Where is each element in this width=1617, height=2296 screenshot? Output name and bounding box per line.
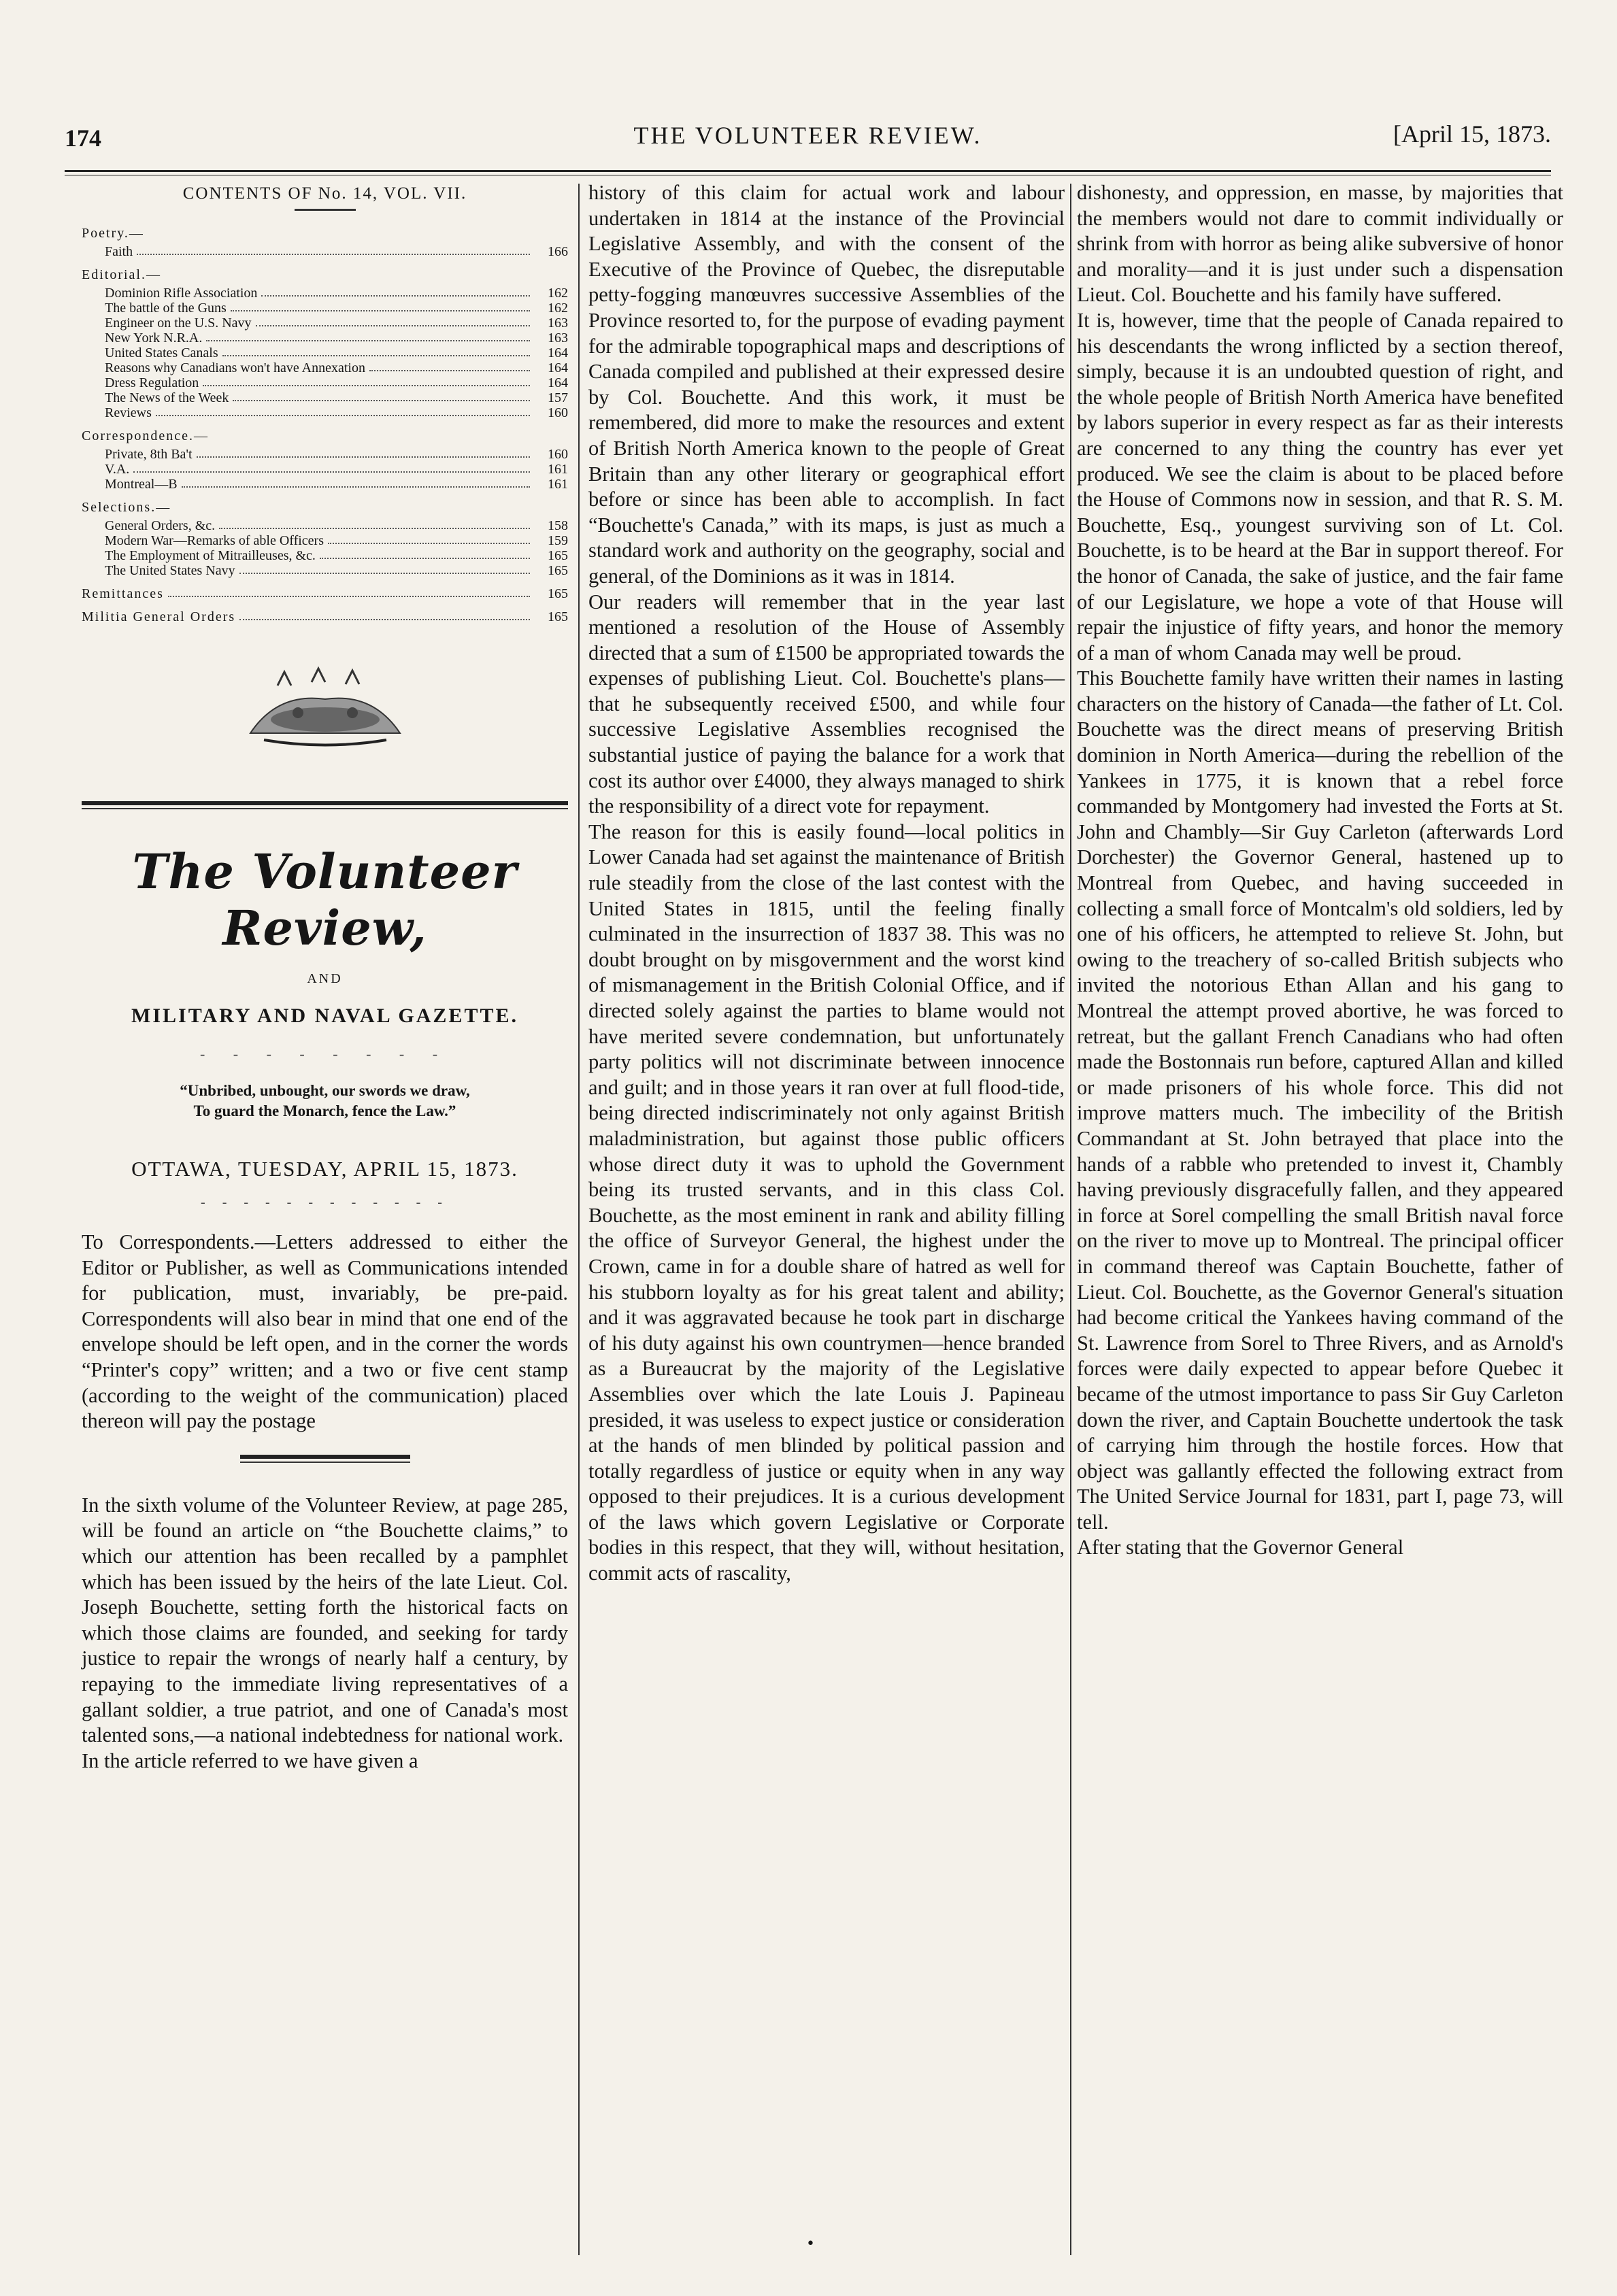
contents-entry (105, 533, 568, 548)
contents-entry-title: New York N.R.A. (105, 331, 203, 345)
contents-leader-dots (320, 548, 530, 559)
contents-entry (105, 477, 568, 492)
masthead-dashes: - - - - - - - - (199, 1045, 450, 1062)
contents-entry-page: 162 (548, 286, 568, 301)
contents-entry (105, 331, 568, 345)
contents-entry (105, 316, 568, 331)
contents-entry (105, 563, 568, 578)
ornament-illustration (237, 665, 414, 754)
contents-entry-page: 164 (548, 360, 568, 375)
masthead-dateline: OTTAWA, TUESDAY, APRIL 15, 1873. (131, 1157, 518, 1181)
running-title: THE VOLUNTEER REVIEW. (633, 122, 982, 149)
contents-leader-dots (261, 286, 530, 297)
masthead-subtitle: MILITARY AND NAVAL GAZETTE. (131, 1004, 518, 1027)
contents-entry-page: 163 (548, 316, 568, 331)
contents-leader-dots (206, 331, 530, 341)
contents-entry-page: 165 (548, 548, 568, 563)
contents-leader-dots (156, 405, 530, 416)
contents-entry-page: 165 (548, 563, 568, 578)
column-3 (1077, 180, 1563, 1561)
contents-entry (105, 462, 568, 477)
contents-entry-title: General Orders, &c. (105, 518, 216, 533)
stray-mark: • (806, 2235, 815, 2252)
contents-entry-title: Remittances (82, 586, 164, 601)
contents-leader-dots (222, 345, 530, 356)
contents-leader-dots (133, 462, 530, 473)
masthead-motto: “Unbribed, unbought, our swords we draw, To guard the Monarch, fence the Law.” (180, 1082, 470, 1119)
article-text-col2: history of this claim for actual work and labour undertaken in 1814 at the instance of the Provincial Legislative Assembly, and with the consent of the Executive of the Province of Quebec, the disreputable petty-fogging manœuvres successive Assemblies of the Province resorted to, for the purpose of evading payment for the admirable topographical maps and descriptions of Canada compiled and published at their expressed desire by Col. Bouchette. And this work, it must be remembered, did more to make the resources and extent of British North America known to the people of Great Britain than any other literary or geographical effort before or since has been able to accomplish. In fact “Bouchette's Canada,” with its maps, is just as much a standard work and authority on the geography, social and general, of the Dominions as it was in 1814. Our readers will remember that in the year last mentioned a resolution of the House of Assembly directed that a sum of £1500 be appropriated towards the expenses of publishing Lieut. Col. Bouchette's plans—that he subsequently received £500, and while four successive Legislative Assemblies recognised the substantial justice of paying the balance for a work that cost its author over £4000, they always managed to shirk the responsibility of a direct vote for repayment. The reason for this is easily found—local politics in Lower Canada had set against the maintenance of British rule steadily from the close of the last contest with the United States in 1815, until the feeling finally culminated in the insurrection of 1837 38. This was no doubt brought on by misgovernment and the worst kind of mismanagement in the British Colonial Office, and if directed solely against the parties to blame would not have merited severe condemnation, but unfortunately party politics will not discriminate between innocence and guilt; and in those years it ran over at full flood-tide, being directed indiscriminately not only against British maladministration, but against those public officers whose direct duty it was to uphold the Government being its trusted servants, and in this class Col. Bouchette, as the most eminent in rank and ability filling the office of Surveyor General, the highest under the Crown, came in for a double share of hatred as well for his stubborn loyalty as for his great talent and ability; and it was aggravated because he took part in discharge of his duty against his own countrymen—hence branded as a Bureaucrat by the majority of the Legislative Assemblies over which the late Louis J. Papineau presided, it was useless to expect justice or consideration at the hands of men blinded by political passion and totally regardless of justice or equity when in any way opposed to their prejudices. It is a curious development of the laws which govern Legislative or Corporate bodies in this respect, that they will, without hesitation, commit acts of rascality, (588, 181, 1065, 1585)
contents-leader-dots (239, 609, 530, 620)
contents-entry-page: 157 (548, 390, 568, 405)
contents-entry-page: 164 (548, 345, 568, 360)
contents-entry-title: Reviews (105, 405, 152, 420)
contents-entry-title: The News of the Week (105, 390, 229, 405)
contents-entry-title: Montreal—B (105, 477, 178, 492)
contents-entry (105, 518, 568, 533)
contents-leader-dots (203, 375, 530, 386)
contents-entry (82, 586, 568, 601)
contents-entry-page: 165 (548, 609, 568, 624)
column-divider-1 (578, 184, 580, 2255)
contents-entry-page: 166 (548, 244, 568, 259)
masthead-title: The Volunteer Review, (132, 843, 518, 956)
masthead-rule-top (82, 801, 568, 805)
contents-entry (105, 548, 568, 563)
contents-entry-title: The battle of the Guns (105, 301, 227, 316)
column-2 (588, 180, 1065, 1587)
contents-entry (82, 609, 568, 624)
contents-entry-page: 160 (548, 405, 568, 420)
contents-entry-page: 158 (548, 518, 568, 533)
column-1 (82, 180, 568, 1774)
contents-entry-page: 165 (548, 586, 568, 601)
contents-entry-title: Faith (105, 244, 133, 259)
contents-section-label: Correspondence.— (82, 428, 209, 443)
contents-entry (105, 244, 568, 259)
contents-leader-dots (182, 477, 530, 488)
contents-section-label: Selections.— (82, 500, 171, 515)
contents-leader-dots (197, 447, 530, 458)
contents-entry-page: 162 (548, 301, 568, 316)
contents-entry-title: Reasons why Canadians won't have Annexation (105, 360, 365, 375)
contents-entry-page: 161 (548, 477, 568, 492)
contents-entry-page: 159 (548, 533, 568, 548)
contents-section-label: Editorial.— (82, 267, 161, 282)
contents-entry-title: United States Canals (105, 345, 218, 360)
contents-entry (105, 345, 568, 360)
contents-leader-dots (369, 360, 530, 371)
contents-leader-dots (239, 563, 530, 574)
contents-entry (105, 447, 568, 462)
contents-leader-dots (328, 533, 530, 544)
article-text-col3: dishonesty, and oppression, en masse, by majorities that the members would not dare to commit individually or shrink from with horror as being alike subversive of honor and morality—and it is just under such a dispensation Lieut. Col. Bouchette and his family have suffered. It is, however, time that the people of Canada repaired to his descendants the wrong inflicted by a section thereof, simply, because it is an undoubted question of right, and the whole people of British North America have benefited by labors superior in every respect as far as their interests are concerned to any thing the country has ever yet produced. We see the claim is about to be placed before the House of Commons now in session, and that R. S. M. Bouchette, Esq., youngest surviving son of Lt. Col. Bouchette, is to be heard at the Bar in support thereof. For the honor of Canada, the sake of justice, and the fair fame of our Legislature, we hope a vote of that House will repair the injustice of fifty years, and honor the memory of a man of whom Canada may well be proud. This Bouchette family have written their names in lasting characters on the history of Canada—the father of Lt. Col. Bouchette was the direct means of preserving British dominion in North America—during the rebellion of the Yankees in 1775, it is known that a rebel force commanded by Montgomery had invested the Forts at St. John and Chambly—Sir Guy Carleton (afterwards Lord Dorchester) the Governor General, hastened up to Montreal from Quebec, and having succeeded in collecting a small force of Montcalm's old soldiers, led by one of his officers, he attempted to relieve St. John, but owing to the treachery of so-called British subjects who invited the notorious Ethan Allan and his gang to Montreal the attempt proved abortive, he was forced to retreat, but the gallant French Canadians who had often made the Bostonnais run before, captured Allan and killed or made prisoners of his whole force. This did not improve matters much. The imbecility of the British Commandant at St. John betrayed that place into the hands of a rabble who pretended to invest it, Chambly having previously disgracefully fallen, and they appeared in force at Sorel compelling the small British naval force on the river to move up to Montreal. The principal officer in command thereof was Captain Bouchette, father of Lieut. Col. Bouchette, as the Governor General's situation had become critical the Yankees having command of the St. Lawrence from Sorel to Three Rivers, and as Arnold's forces were daily expected to appear before Quebec it became of the utmost importance to pass Sir Guy Carleton down the river, and Captain Bouchette undertook the task of carrying him through the hostile forces. How that object was gallantly effected the following extract from The United Service Journal for 1831, part I, page 73, will tell. After stating that the Governor General (1077, 181, 1563, 1559)
page-header (65, 117, 1551, 165)
contents-entry-title: The United States Navy (105, 563, 235, 578)
contents-entry (105, 301, 568, 316)
masthead-rule-top-thin (82, 808, 568, 809)
masthead-and: AND (307, 971, 343, 986)
contents-rule (295, 209, 356, 211)
notice-rule-thin (240, 1462, 410, 1463)
contents-entry-title: Militia General Orders (82, 609, 236, 624)
dateline-dashes: - - - - - - - - - - - - (201, 1195, 449, 1210)
contents-entry-page: 161 (548, 462, 568, 477)
notice-rule (240, 1455, 410, 1459)
contents-entry (105, 390, 568, 405)
contents-entry-page: 160 (548, 447, 568, 462)
contents-entry-title: V.A. (105, 462, 130, 477)
column-divider-2 (1070, 184, 1071, 2255)
contents-entry-title: Dress Regulation (105, 375, 199, 390)
contents-entry-page: 164 (548, 375, 568, 390)
contents-entry (105, 375, 568, 390)
contents-leader-dots (231, 301, 530, 311)
page-number: 174 (65, 124, 101, 152)
contents-entry-title: Modern War—Remarks of able Officers (105, 533, 324, 548)
contents-heading: CONTENTS OF No. 14, VOL. VII. (182, 184, 467, 203)
contents-entry (105, 286, 568, 301)
contents-leader-dots (233, 390, 530, 401)
contents-entry-title: Engineer on the U.S. Navy (105, 316, 252, 331)
contents-leader-dots (168, 586, 530, 597)
contents-entry-title: Private, 8th Ba't (105, 447, 193, 462)
contents-leader-dots (219, 518, 530, 529)
contents-leader-dots (137, 244, 530, 255)
contents-leader-dots (256, 316, 530, 326)
contents-entry (105, 360, 568, 375)
contents-list (82, 226, 568, 624)
contents-entry-title: Dominion Rifle Association (105, 286, 258, 301)
header-rule (65, 170, 1551, 172)
contents-entry-page: 163 (548, 331, 568, 345)
contents-box (82, 184, 568, 624)
header-date: [April 15, 1873. (1393, 120, 1551, 148)
contents-entry-title: The Employment of Mitrailleuses, &c. (105, 548, 316, 563)
notice-to-correspondents: To Correspondents.—Letters addressed to either the Editor or Publisher, as well as Communications intended for publication, must, invariably, be pre-paid. Correspondents will also bear in mind that one end of the envelope should be left open, and in the corner the words “Printer's copy” written; and a two or five cent stamp (according to the weight of the communication) placed thereon will pay the postage (82, 1230, 568, 1433)
article-text-col1: In the sixth volume of the Volunteer Review, at page 285, will be found an article on “the Bouchette claims,” to which our attention has been recalled by a pamphlet which has been issued by the heirs of the late Lieut. Col. Joseph Bouchette, setting forth the historical facts on which those claims are founded, and seeking for tardy justice to repair the wrongs of nearly half a century, by repaying to the immediate living representatives of a gallant soldier, a true patriot, and one of Canada's most talented sons,—a national indebtedness for national work. In the article referred to we have given a (82, 1493, 568, 1772)
contents-section-label: Poetry.— (82, 226, 144, 241)
contents-entry (105, 405, 568, 420)
